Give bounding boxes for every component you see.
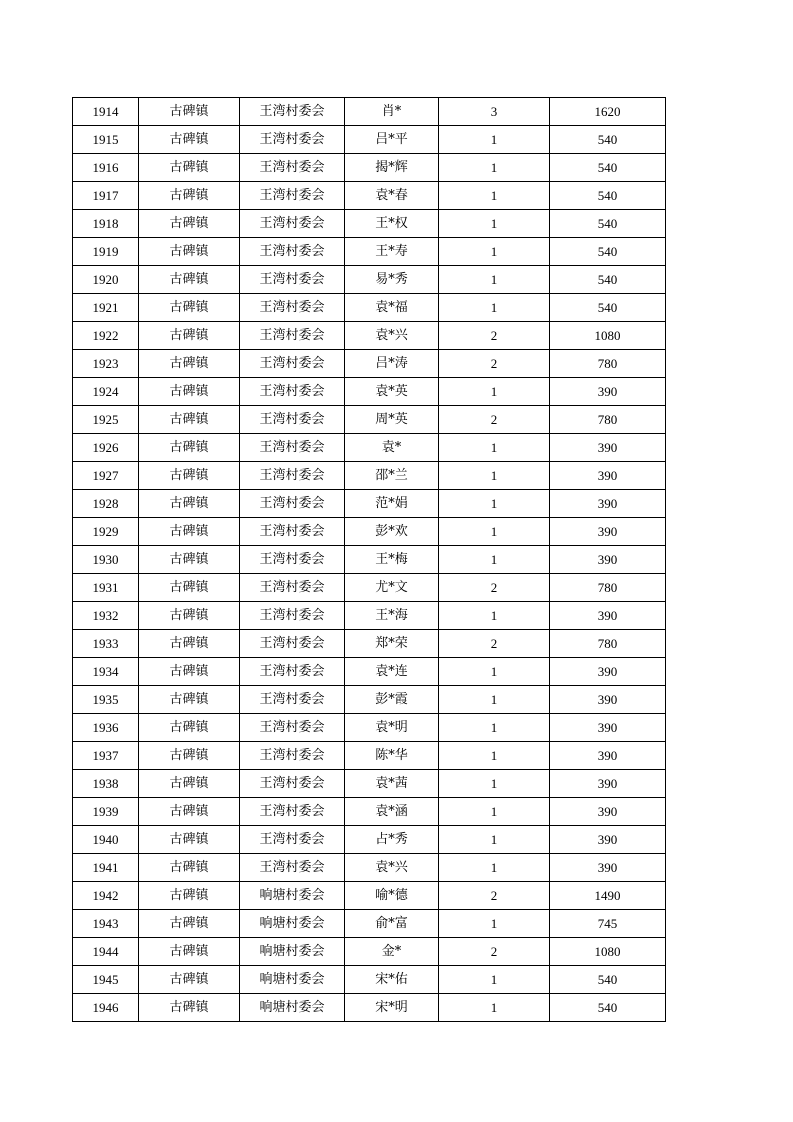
table-row (73, 602, 666, 630)
row-number-cell: 1944 (73, 938, 139, 966)
town-cell: 古碑镇 (139, 154, 240, 182)
table-row (73, 462, 666, 490)
town-cell: 古碑镇 (139, 714, 240, 742)
village-committee-cell: 王湾村委会 (240, 378, 345, 406)
table-row (73, 350, 666, 378)
amount-cell: 540 (550, 994, 666, 1022)
amount-cell: 540 (550, 126, 666, 154)
town-cell: 古碑镇 (139, 546, 240, 574)
count-cell: 1 (439, 966, 550, 994)
name-cell: 范*娟 (345, 490, 439, 518)
amount-cell: 390 (550, 602, 666, 630)
count-cell: 2 (439, 574, 550, 602)
count-cell: 1 (439, 686, 550, 714)
town-cell: 古碑镇 (139, 770, 240, 798)
count-cell: 1 (439, 770, 550, 798)
village-committee-cell: 王湾村委会 (240, 630, 345, 658)
row-number-cell: 1919 (73, 238, 139, 266)
town-cell: 古碑镇 (139, 966, 240, 994)
count-cell: 1 (439, 742, 550, 770)
village-committee-cell: 王湾村委会 (240, 266, 345, 294)
amount-cell: 390 (550, 490, 666, 518)
village-committee-cell: 王湾村委会 (240, 770, 345, 798)
row-number-cell: 1936 (73, 714, 139, 742)
table-row (73, 994, 666, 1022)
village-committee-cell: 王湾村委会 (240, 98, 345, 126)
table-row (73, 518, 666, 546)
count-cell: 1 (439, 546, 550, 574)
town-cell: 古碑镇 (139, 238, 240, 266)
village-committee-cell: 响塘村委会 (240, 910, 345, 938)
town-cell: 古碑镇 (139, 322, 240, 350)
village-committee-cell: 王湾村委会 (240, 182, 345, 210)
row-number-cell: 1935 (73, 686, 139, 714)
name-cell: 俞*富 (345, 910, 439, 938)
town-cell: 古碑镇 (139, 350, 240, 378)
table-row (73, 490, 666, 518)
village-committee-cell: 王湾村委会 (240, 322, 345, 350)
amount-cell: 390 (550, 770, 666, 798)
row-number-cell: 1923 (73, 350, 139, 378)
amount-cell: 1080 (550, 938, 666, 966)
count-cell: 1 (439, 854, 550, 882)
name-cell: 袁*涵 (345, 798, 439, 826)
table-row (73, 546, 666, 574)
row-number-cell: 1916 (73, 154, 139, 182)
table-row (73, 126, 666, 154)
table-row (73, 854, 666, 882)
amount-cell: 540 (550, 154, 666, 182)
town-cell: 古碑镇 (139, 882, 240, 910)
row-number-cell: 1946 (73, 994, 139, 1022)
town-cell: 古碑镇 (139, 994, 240, 1022)
village-committee-cell: 王湾村委会 (240, 826, 345, 854)
name-cell: 宋*明 (345, 994, 439, 1022)
village-committee-cell: 响塘村委会 (240, 966, 345, 994)
table-row (73, 154, 666, 182)
amount-cell: 390 (550, 742, 666, 770)
amount-cell: 540 (550, 182, 666, 210)
row-number-cell: 1925 (73, 406, 139, 434)
amount-cell: 1620 (550, 98, 666, 126)
amount-cell: 780 (550, 574, 666, 602)
village-committee-cell: 王湾村委会 (240, 490, 345, 518)
table-row (73, 294, 666, 322)
amount-cell: 1490 (550, 882, 666, 910)
table-row (73, 714, 666, 742)
table-row (73, 406, 666, 434)
amount-cell: 390 (550, 434, 666, 462)
town-cell: 古碑镇 (139, 574, 240, 602)
name-cell: 袁*英 (345, 378, 439, 406)
name-cell: 王*海 (345, 602, 439, 630)
table-row (73, 938, 666, 966)
row-number-cell: 1938 (73, 770, 139, 798)
town-cell: 古碑镇 (139, 630, 240, 658)
name-cell: 陈*华 (345, 742, 439, 770)
amount-cell: 540 (550, 210, 666, 238)
count-cell: 2 (439, 882, 550, 910)
row-number-cell: 1939 (73, 798, 139, 826)
count-cell: 2 (439, 322, 550, 350)
count-cell: 1 (439, 378, 550, 406)
row-number-cell: 1920 (73, 266, 139, 294)
village-committee-cell: 王湾村委会 (240, 406, 345, 434)
town-cell: 古碑镇 (139, 518, 240, 546)
town-cell: 古碑镇 (139, 602, 240, 630)
row-number-cell: 1922 (73, 322, 139, 350)
amount-cell: 780 (550, 630, 666, 658)
table-row (73, 910, 666, 938)
town-cell: 古碑镇 (139, 798, 240, 826)
amount-cell: 745 (550, 910, 666, 938)
village-committee-cell: 王湾村委会 (240, 798, 345, 826)
table-row (73, 434, 666, 462)
amount-cell: 390 (550, 658, 666, 686)
amount-cell: 390 (550, 686, 666, 714)
town-cell: 古碑镇 (139, 490, 240, 518)
name-cell: 袁*明 (345, 714, 439, 742)
amount-cell: 390 (550, 798, 666, 826)
amount-cell: 540 (550, 966, 666, 994)
name-cell: 尤*文 (345, 574, 439, 602)
name-cell: 袁*兴 (345, 854, 439, 882)
count-cell: 1 (439, 294, 550, 322)
table-row (73, 742, 666, 770)
village-committee-cell: 王湾村委会 (240, 294, 345, 322)
row-number-cell: 1917 (73, 182, 139, 210)
count-cell: 1 (439, 490, 550, 518)
town-cell: 古碑镇 (139, 910, 240, 938)
name-cell: 肖* (345, 98, 439, 126)
town-cell: 古碑镇 (139, 462, 240, 490)
name-cell: 彭*欢 (345, 518, 439, 546)
table-row (73, 826, 666, 854)
row-number-cell: 1941 (73, 854, 139, 882)
row-number-cell: 1940 (73, 826, 139, 854)
table-row (73, 210, 666, 238)
table-row (73, 182, 666, 210)
town-cell: 古碑镇 (139, 182, 240, 210)
village-committee-cell: 响塘村委会 (240, 994, 345, 1022)
town-cell: 古碑镇 (139, 266, 240, 294)
table-row (73, 322, 666, 350)
village-committee-cell: 王湾村委会 (240, 742, 345, 770)
amount-cell: 780 (550, 350, 666, 378)
count-cell: 1 (439, 994, 550, 1022)
table-row (73, 574, 666, 602)
town-cell: 古碑镇 (139, 126, 240, 154)
count-cell: 2 (439, 938, 550, 966)
count-cell: 2 (439, 630, 550, 658)
name-cell: 易*秀 (345, 266, 439, 294)
town-cell: 古碑镇 (139, 658, 240, 686)
name-cell: 王*寿 (345, 238, 439, 266)
count-cell: 1 (439, 266, 550, 294)
row-number-cell: 1931 (73, 574, 139, 602)
table-row (73, 266, 666, 294)
row-number-cell: 1937 (73, 742, 139, 770)
village-committee-cell: 王湾村委会 (240, 518, 345, 546)
name-cell: 郑*荣 (345, 630, 439, 658)
row-number-cell: 1943 (73, 910, 139, 938)
row-number-cell: 1924 (73, 378, 139, 406)
amount-cell: 390 (550, 378, 666, 406)
row-number-cell: 1930 (73, 546, 139, 574)
table-row (73, 658, 666, 686)
amount-cell: 390 (550, 854, 666, 882)
table-row (73, 630, 666, 658)
village-committee-cell: 王湾村委会 (240, 602, 345, 630)
amount-cell: 540 (550, 266, 666, 294)
village-committee-cell: 王湾村委会 (240, 154, 345, 182)
count-cell: 2 (439, 350, 550, 378)
table-row (73, 882, 666, 910)
name-cell: 袁*春 (345, 182, 439, 210)
village-committee-cell: 王湾村委会 (240, 210, 345, 238)
table-row (73, 798, 666, 826)
count-cell: 1 (439, 434, 550, 462)
amount-cell: 390 (550, 462, 666, 490)
count-cell: 1 (439, 518, 550, 546)
name-cell: 王*梅 (345, 546, 439, 574)
row-number-cell: 1914 (73, 98, 139, 126)
village-committee-cell: 响塘村委会 (240, 938, 345, 966)
town-cell: 古碑镇 (139, 826, 240, 854)
count-cell: 1 (439, 126, 550, 154)
amount-cell: 390 (550, 826, 666, 854)
name-cell: 周*英 (345, 406, 439, 434)
village-committee-cell: 王湾村委会 (240, 574, 345, 602)
town-cell: 古碑镇 (139, 434, 240, 462)
village-committee-cell: 王湾村委会 (240, 350, 345, 378)
row-number-cell: 1921 (73, 294, 139, 322)
count-cell: 1 (439, 210, 550, 238)
village-committee-cell: 王湾村委会 (240, 658, 345, 686)
name-cell: 金* (345, 938, 439, 966)
count-cell: 1 (439, 798, 550, 826)
village-committee-cell: 王湾村委会 (240, 546, 345, 574)
table-row (73, 238, 666, 266)
name-cell: 占*秀 (345, 826, 439, 854)
name-cell: 彭*霞 (345, 686, 439, 714)
amount-cell: 390 (550, 714, 666, 742)
town-cell: 古碑镇 (139, 686, 240, 714)
amount-cell: 540 (550, 238, 666, 266)
village-committee-cell: 王湾村委会 (240, 434, 345, 462)
town-cell: 古碑镇 (139, 98, 240, 126)
amount-cell: 780 (550, 406, 666, 434)
village-committee-cell: 王湾村委会 (240, 462, 345, 490)
row-number-cell: 1918 (73, 210, 139, 238)
name-cell: 揭*辉 (345, 154, 439, 182)
name-cell: 吕*涛 (345, 350, 439, 378)
name-cell: 喻*德 (345, 882, 439, 910)
name-cell: 袁*兴 (345, 322, 439, 350)
row-number-cell: 1915 (73, 126, 139, 154)
table-row (73, 378, 666, 406)
data-table (72, 97, 666, 1022)
town-cell: 古碑镇 (139, 210, 240, 238)
row-number-cell: 1928 (73, 490, 139, 518)
amount-cell: 390 (550, 518, 666, 546)
name-cell: 王*权 (345, 210, 439, 238)
table-row (73, 686, 666, 714)
amount-cell: 540 (550, 294, 666, 322)
row-number-cell: 1942 (73, 882, 139, 910)
count-cell: 1 (439, 462, 550, 490)
table-body (73, 98, 666, 1022)
count-cell: 1 (439, 154, 550, 182)
row-number-cell: 1926 (73, 434, 139, 462)
count-cell: 1 (439, 826, 550, 854)
count-cell: 1 (439, 238, 550, 266)
name-cell: 袁*连 (345, 658, 439, 686)
town-cell: 古碑镇 (139, 742, 240, 770)
row-number-cell: 1945 (73, 966, 139, 994)
town-cell: 古碑镇 (139, 938, 240, 966)
name-cell: 吕*平 (345, 126, 439, 154)
name-cell: 宋*佑 (345, 966, 439, 994)
row-number-cell: 1932 (73, 602, 139, 630)
name-cell: 袁*茜 (345, 770, 439, 798)
count-cell: 1 (439, 714, 550, 742)
row-number-cell: 1929 (73, 518, 139, 546)
town-cell: 古碑镇 (139, 294, 240, 322)
row-number-cell: 1927 (73, 462, 139, 490)
table-row (73, 98, 666, 126)
amount-cell: 1080 (550, 322, 666, 350)
town-cell: 古碑镇 (139, 406, 240, 434)
name-cell: 袁*福 (345, 294, 439, 322)
town-cell: 古碑镇 (139, 378, 240, 406)
row-number-cell: 1933 (73, 630, 139, 658)
name-cell: 邵*兰 (345, 462, 439, 490)
count-cell: 1 (439, 910, 550, 938)
table-row (73, 770, 666, 798)
village-committee-cell: 王湾村委会 (240, 238, 345, 266)
count-cell: 2 (439, 406, 550, 434)
row-number-cell: 1934 (73, 658, 139, 686)
village-committee-cell: 王湾村委会 (240, 126, 345, 154)
name-cell: 袁* (345, 434, 439, 462)
amount-cell: 390 (550, 546, 666, 574)
count-cell: 1 (439, 602, 550, 630)
village-committee-cell: 王湾村委会 (240, 714, 345, 742)
count-cell: 3 (439, 98, 550, 126)
village-committee-cell: 王湾村委会 (240, 854, 345, 882)
village-committee-cell: 响塘村委会 (240, 882, 345, 910)
count-cell: 1 (439, 182, 550, 210)
table-row (73, 966, 666, 994)
village-committee-cell: 王湾村委会 (240, 686, 345, 714)
town-cell: 古碑镇 (139, 854, 240, 882)
count-cell: 1 (439, 658, 550, 686)
